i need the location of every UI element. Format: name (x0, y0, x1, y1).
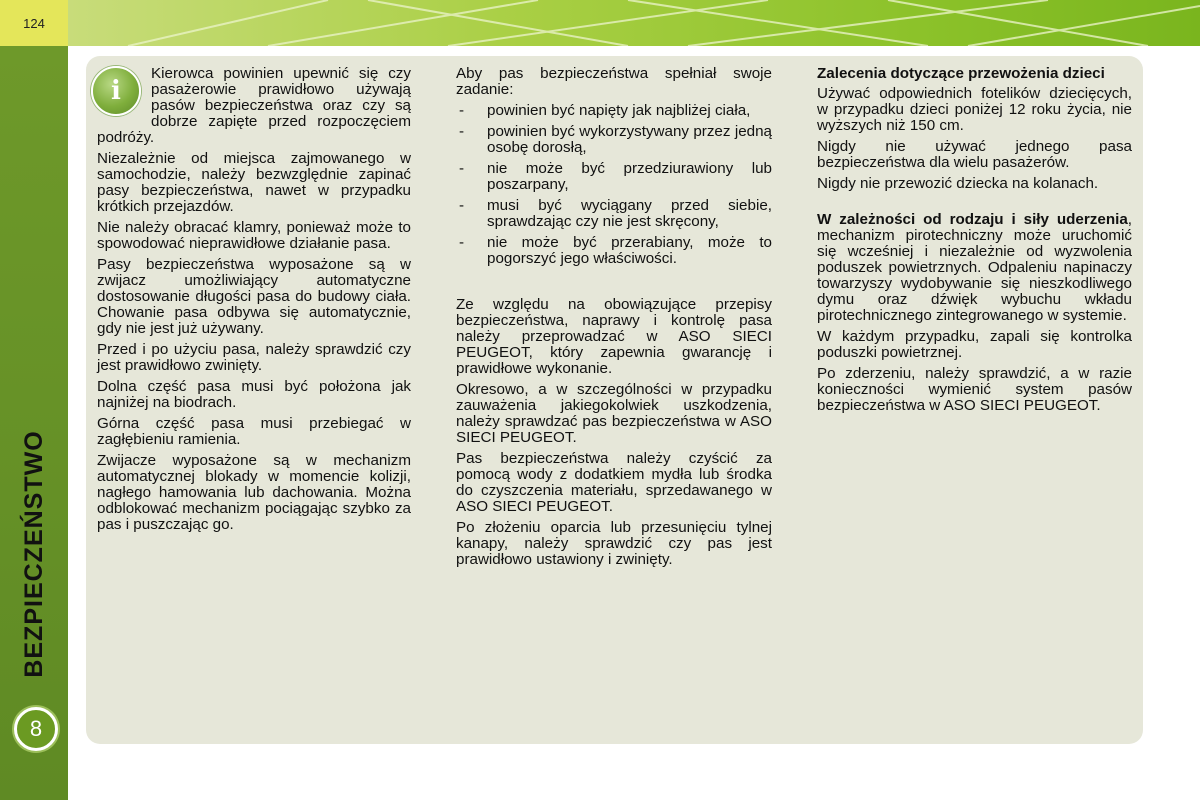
column-1 (97, 66, 411, 538)
column-2 (456, 66, 772, 573)
paragraph: Zwijacze wyposażone są w mechanizm automatycznej blokady w momencie kolizji, nagłego hamowania lub dachowania. Można odblokować mechanizm pociągając szybko za pas i puszczając go. (97, 452, 411, 533)
paragraph: Okresowo, a w szczególności w przypadku zauważenia jakiegokolwiek uszkodzenia, należy sprawdzać pas bezpieczeństwa w ASO SIECI PEUGEOT. (456, 381, 772, 446)
paragraph: Górna część pasa musi przebiegać w zagłębieniu ramienia. (97, 415, 411, 448)
requirements-list (456, 103, 772, 267)
list-item: - powinien być napięty jak najbliżej ciała, (456, 103, 772, 119)
list-item: - nie może być przedziurawiony lub poszarpany, (456, 161, 772, 193)
paragraph: Po zderzeniu, należy sprawdzić, a w razie konieczności wymienić system pasów bezpieczeństwa w ASO SIECI PEUGEOT. (817, 365, 1132, 414)
paragraph: W każdym przypadku, zapali się kontrolka poduszki powietrznej. (817, 328, 1132, 361)
page-number: 124 (23, 16, 45, 31)
header-band (68, 0, 1200, 46)
pyrotechnic-paragraph (817, 212, 1132, 324)
paragraph: Pas bezpieczeństwa należy czyścić za pomocą wody z dodatkiem mydła lub środka do czyszczenia materiału, sprzedawanego w ASO SIECI PEUGEOT. (456, 450, 772, 515)
paragraph: Niezależnie od miejsca zajmowanego w samochodzie, należy bezwzględnie zapinać pasy bezpieczeństwa, nawet w przypadku krótkich przejazdów. (97, 150, 411, 215)
lead-rest: , mechanizm pirotechniczny może uruchomić się wcześniej i niezależnie od wyzwolenia poduszek powietrznych. Odpaleniu napinaczy towarzyszy wydobywanie się nieszkodliwego dymu oraz dźwięk wybuchu wkładu pirotechnicznego zintegrowanego w systemie. (817, 211, 1132, 324)
paragraph: Nigdy nie przewozić dziecka na kolanach. (817, 175, 1099, 192)
paragraph: Pasy bezpieczeństwa wyposażone są w zwijacz umożliwiający automatyczne dostosowanie długości pasa do budowy ciała. Chowanie pasa odbywa się automatycznie, gdy nie jest już używany. (97, 256, 411, 337)
paragraph: Kierowca powinien upewnić się czy pasażerowie prawidłowo używają pasów bezpieczeństwa oraz czy są dobrze zapięte przed rozpoczęciem podróży. (97, 65, 411, 146)
bold-lead: W zależności od rodzaju i siły uderzenia (817, 211, 1128, 228)
list-item: - nie może być przerabiany, może to pogorszyć jego właściwości. (456, 235, 772, 267)
chapter-number: 8 (14, 707, 58, 751)
column-3 (817, 66, 1132, 419)
list-item: - musi być wyciągany przed siebie, sprawdzając czy nie jest skręcony, (456, 198, 772, 230)
paragraph: Dolna część pasa musi być położona jak najniżej na biodrach. (97, 378, 411, 411)
paragraph: Przed i po użyciu pasa, należy sprawdzić czy jest prawidłowo zwinięty. (97, 341, 411, 374)
section-title: BEZPIECZEŃSTWO (20, 430, 48, 678)
page-number-box (0, 0, 68, 46)
list-item: - powinien być wykorzystywany przez jedną osobę dorosłą, (456, 124, 772, 156)
paragraph: Po złożeniu oparcia lub przesunięciu tylnej kanapy, należy sprawdzić czy pas jest prawidłowo ustawiony i zwinięty. (456, 519, 772, 568)
paragraph-intro: Aby pas bezpieczeństwa spełniał swoje zadanie: (456, 65, 772, 98)
header-decoration (68, 0, 1200, 46)
paragraph: Nigdy nie używać jednego pasa bezpieczeństwa dla wielu pasażerów. (817, 138, 1132, 171)
paragraph: Używać odpowiednich fotelików dziecięcych, w przypadku dzieci poniżej 12 roku życia, nie wyższych niż 150 cm. (817, 85, 1132, 134)
info-icon: i (91, 66, 141, 116)
section-heading: Zalecenia dotyczące przewożenia dzieci (817, 65, 1105, 82)
paragraph: Nie należy obracać klamry, ponieważ może to spowodować nieprawidłowe działanie pasa. (97, 219, 411, 252)
paragraph: Ze względu na obowiązujące przepisy bezpieczeństwa, naprawy i kontrolę pasa należy przeprowadzać w ASO SIECI PEUGEOT, który zapewnia gwarancję i prawidłowe wykonanie. (456, 296, 772, 377)
